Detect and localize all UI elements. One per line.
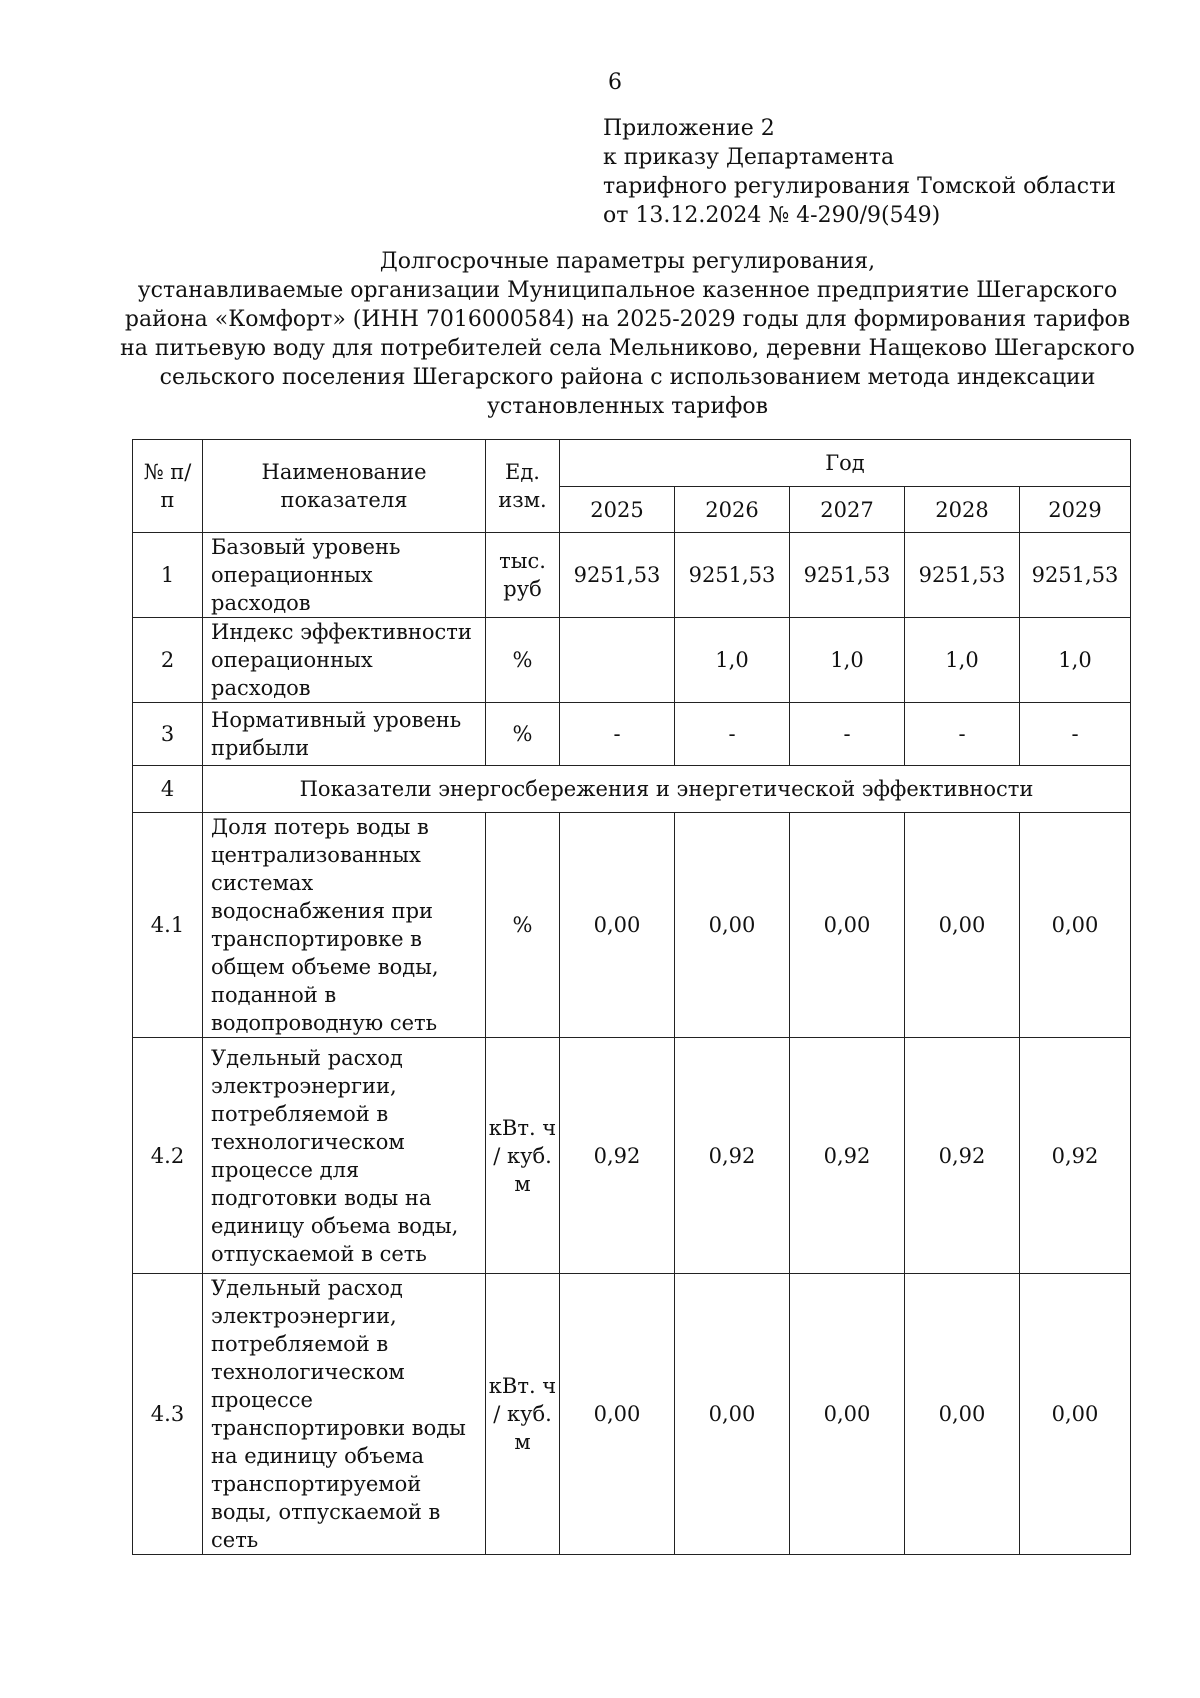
row-value: 0,92 [675, 1038, 790, 1274]
header-year-2027: 2027 [790, 487, 905, 533]
row-value: 0,00 [560, 813, 675, 1038]
row-name: Индекс эффективности операционных расходов [203, 618, 486, 703]
row-value: - [675, 703, 790, 766]
row-value: - [560, 703, 675, 766]
document-title [120, 247, 1135, 421]
header-year-2029: 2029 [1020, 487, 1131, 533]
row-unit: кВт. ч / куб. м [486, 1038, 560, 1274]
row-value: 0,92 [1020, 1038, 1131, 1274]
header-unit: Ед. изм. [486, 440, 560, 533]
row-value: 9251,53 [675, 533, 790, 618]
row-num: 3 [133, 703, 203, 766]
row-value: - [905, 703, 1020, 766]
row-value: 1,0 [905, 618, 1020, 703]
row-name: Удельный расход электроэнергии, потребляемой в технологическом процессе для подготовки воды на единицу объема воды, отпускаемой в сеть [203, 1038, 486, 1274]
row-value: 0,92 [560, 1038, 675, 1274]
row-unit: % [486, 618, 560, 703]
row-value: - [790, 703, 905, 766]
appendix-line: Приложение 2 [603, 116, 775, 141]
row-name: Нормативный уровень прибыли [203, 703, 486, 766]
row-value: 0,00 [905, 813, 1020, 1038]
table-row [133, 618, 1131, 703]
row-value: 0,00 [675, 813, 790, 1038]
header-year-2026: 2026 [675, 487, 790, 533]
row-unit: % [486, 703, 560, 766]
page-number: 6 [608, 70, 622, 95]
row-value: 0,00 [790, 813, 905, 1038]
row-unit: тыс. руб [486, 533, 560, 618]
row-num: 4.3 [133, 1274, 203, 1555]
section-label: Показатели энергосбережения и энергетической эффективности [203, 766, 1131, 813]
table-row [133, 813, 1131, 1038]
section-num: 4 [133, 766, 203, 813]
appendix-line: тарифного регулирования Томской области [603, 174, 1116, 199]
row-value: 9251,53 [560, 533, 675, 618]
row-unit: % [486, 813, 560, 1038]
table-row [133, 1274, 1131, 1555]
row-value: 0,00 [1020, 813, 1131, 1038]
section-row [133, 766, 1131, 813]
row-name: Удельный расход электроэнергии, потребляемой в технологическом процессе транспортировки воды на единицу объема транспортируемой воды, отпускаемой в сеть [203, 1274, 486, 1555]
row-value: 0,00 [790, 1274, 905, 1555]
title-line: района «Комфорт» (ИНН 7016000584) на 2025-2029 годы для формирования тарифов [124, 307, 1131, 332]
row-value: 1,0 [675, 618, 790, 703]
row-num: 2 [133, 618, 203, 703]
row-name: Базовый уровень операционных расходов [203, 533, 486, 618]
row-unit: кВт. ч / куб. м [486, 1274, 560, 1555]
row-value: 0,92 [905, 1038, 1020, 1274]
row-value: 0,92 [790, 1038, 905, 1274]
header-year: Год [560, 440, 1131, 487]
appendix-line: от 13.12.2024 № 4-290/9(549) [603, 203, 941, 228]
header-num: № п/п [133, 440, 203, 533]
title-line: сельского поселения Шегарского района с использованием метода индексации [159, 365, 1096, 390]
appendix-block [603, 114, 1163, 230]
table-row [133, 533, 1131, 618]
row-value: 1,0 [1020, 618, 1131, 703]
row-value: 9251,53 [790, 533, 905, 618]
title-line: на питьевую воду для потребителей села Мельниково, деревни Нащеково Шегарского [120, 336, 1135, 361]
header-name: Наименование показателя [203, 440, 486, 533]
row-value: 0,00 [675, 1274, 790, 1555]
row-value: 1,0 [790, 618, 905, 703]
appendix-line: к приказу Департамента [603, 145, 895, 170]
row-num: 4.2 [133, 1038, 203, 1274]
row-value: 0,00 [1020, 1274, 1131, 1555]
header-year-2028: 2028 [905, 487, 1020, 533]
table-row [133, 703, 1131, 766]
row-value: 0,00 [560, 1274, 675, 1555]
title-line: устанавливаемые организации Муниципальное казенное предприятие Шегарского [137, 278, 1118, 303]
header-row [133, 440, 1131, 487]
parameters-table [132, 439, 1131, 1555]
title-line: установленных тарифов [487, 394, 768, 419]
table-row [133, 1038, 1131, 1274]
row-value: 9251,53 [1020, 533, 1131, 618]
row-value: - [1020, 703, 1131, 766]
row-name: Доля потерь воды в централизованных системах водоснабжения при транспортировке в общем объеме воды, поданной в водопроводную сеть [203, 813, 486, 1038]
row-value: 9251,53 [905, 533, 1020, 618]
row-num: 4.1 [133, 813, 203, 1038]
row-value: 0,00 [905, 1274, 1020, 1555]
title-line: Долгосрочные параметры регулирования, [379, 249, 876, 274]
row-num: 1 [133, 533, 203, 618]
row-value [560, 618, 675, 703]
header-year-2025: 2025 [560, 487, 675, 533]
